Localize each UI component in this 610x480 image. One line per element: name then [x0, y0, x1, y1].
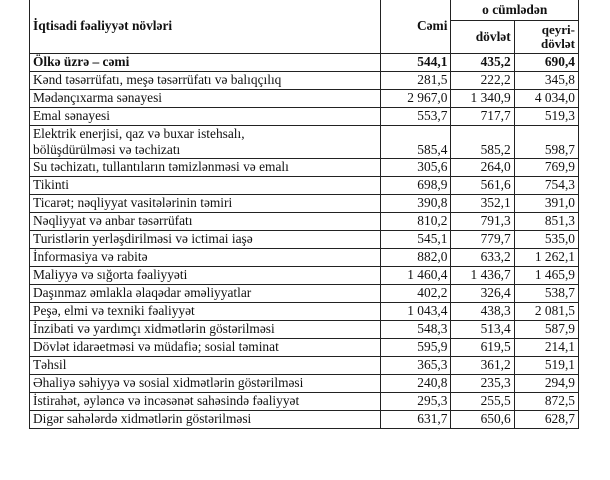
row-total: 295,3 [381, 392, 451, 410]
header-of-which: o cümlədən [451, 0, 579, 20]
row-activity-name [30, 284, 381, 302]
row-activity-name-line: İnformasiya və rabitə [33, 249, 148, 264]
row-total: 305,6 [381, 158, 451, 176]
row-activity-name-line: Maliyyə və sığorta fəaliyyəti [33, 267, 188, 282]
row-activity-name [30, 410, 381, 428]
row-state: 435,2 [451, 53, 514, 71]
row-total: 390,8 [381, 194, 451, 212]
header-activity: İqtisadi fəaliyyət növləri [30, 0, 381, 53]
row-activity-name [30, 374, 381, 392]
table-container [29, 0, 579, 429]
row-activity-name [30, 338, 381, 356]
row-state: 255,5 [451, 392, 514, 410]
row-total: 1 460,4 [381, 266, 451, 284]
row-non-state: 4 034,0 [514, 89, 578, 107]
table-row [30, 356, 579, 374]
row-total: 402,2 [381, 284, 451, 302]
row-total: 365,3 [381, 356, 451, 374]
row-state: 633,2 [451, 248, 514, 266]
row-non-state: 519,1 [514, 356, 578, 374]
row-total: 240,8 [381, 374, 451, 392]
row-total: 281,5 [381, 71, 451, 89]
row-total: 810,2 [381, 212, 451, 230]
row-state: 717,7 [451, 107, 514, 125]
table-row [30, 89, 579, 107]
row-activity-name [30, 320, 381, 338]
row-activity-name-line: Elektrik enerjisi, qaz və buxar istehsalı, [33, 125, 245, 141]
row-activity-name [30, 356, 381, 374]
row-total: 698,9 [381, 176, 451, 194]
row-total: 882,0 [381, 248, 451, 266]
row-non-state: 391,0 [514, 194, 578, 212]
header-non-state: qeyri-dövlət [514, 20, 578, 53]
row-activity-name [30, 248, 381, 266]
row-non-state: 598,7 [514, 125, 578, 158]
table-header [30, 0, 579, 53]
table-body [30, 53, 579, 428]
row-non-state: 345,8 [514, 71, 578, 89]
table-row [30, 230, 579, 248]
row-non-state: 2 081,5 [514, 302, 578, 320]
row-state: 619,5 [451, 338, 514, 356]
row-total: 1 043,4 [381, 302, 451, 320]
row-activity-name-line: Dövlət idarəetməsi və müdafiə; sosial təminat [33, 339, 279, 354]
row-activity-name-line: Əhaliyə səhiyyə və sosial xidmətlərin göstərilməsi [33, 375, 304, 390]
row-activity-name-line: Nəqliyyat və anbar təsərrüfatı [33, 213, 193, 228]
row-non-state: 872,5 [514, 392, 578, 410]
row-activity-name [30, 89, 381, 107]
header-state: dövlət [451, 20, 514, 53]
row-non-state: 769,9 [514, 158, 578, 176]
table-row [30, 125, 579, 158]
table-row [30, 374, 579, 392]
row-activity-name [30, 392, 381, 410]
row-non-state: 851,3 [514, 212, 578, 230]
row-activity-name-line: Su təchizatı, tullantıların təmizlənməsi və emalı [33, 159, 289, 174]
header-total: Cəmi [381, 0, 451, 53]
row-activity-name-line: Mədənçıxarma sənayesi [33, 90, 163, 105]
row-state: 650,6 [451, 410, 514, 428]
row-state: 561,6 [451, 176, 514, 194]
table-row [30, 320, 579, 338]
salary-table [29, 0, 579, 429]
row-activity-name [30, 53, 381, 71]
table-row [30, 53, 579, 71]
row-state: 235,3 [451, 374, 514, 392]
row-state: 791,3 [451, 212, 514, 230]
row-activity-name [30, 71, 381, 89]
row-non-state: 1 262,1 [514, 248, 578, 266]
row-activity-name [30, 125, 381, 158]
row-activity-name-line: Kənd təsərrüfatı, meşə təsərrüfatı və balıqçılıq [33, 72, 282, 87]
row-activity-name [30, 107, 381, 125]
row-state: 779,7 [451, 230, 514, 248]
row-activity-name-line: Təhsil [33, 357, 67, 372]
row-state: 264,0 [451, 158, 514, 176]
row-non-state: 538,7 [514, 284, 578, 302]
row-total: 553,7 [381, 107, 451, 125]
row-non-state: 519,3 [514, 107, 578, 125]
row-total: 595,9 [381, 338, 451, 356]
row-total: 548,3 [381, 320, 451, 338]
table-row [30, 302, 579, 320]
row-non-state: 294,9 [514, 374, 578, 392]
row-total: 544,1 [381, 53, 451, 71]
row-activity-name-line: bölüşdürülməsi və təchizatı [33, 141, 181, 157]
row-state: 1 436,7 [451, 266, 514, 284]
row-state: 222,2 [451, 71, 514, 89]
row-activity-name-line: Daşınmaz əmlakla əlaqədar əməliyyatlar [33, 285, 252, 300]
row-non-state: 535,0 [514, 230, 578, 248]
row-activity-name [30, 266, 381, 284]
table-row [30, 176, 579, 194]
row-non-state: 214,1 [514, 338, 578, 356]
row-activity-name-line: Ticarət; nəqliyyat vasitələrinin təmiri [33, 195, 233, 210]
table-row [30, 392, 579, 410]
table-row [30, 284, 579, 302]
row-activity-name [30, 158, 381, 176]
table-row [30, 107, 579, 125]
row-activity-name-line: Emal sənayesi [33, 108, 110, 123]
row-state: 361,2 [451, 356, 514, 374]
row-activity-name [30, 194, 381, 212]
table-row [30, 212, 579, 230]
row-non-state: 1 465,9 [514, 266, 578, 284]
row-activity-name-line: Tikinti [33, 177, 69, 192]
row-total: 545,1 [381, 230, 451, 248]
row-state: 352,1 [451, 194, 514, 212]
row-non-state: 754,3 [514, 176, 578, 194]
row-activity-name-line: Digər sahələrdə xidmətlərin göstərilməsi [33, 411, 252, 426]
row-activity-name-line: İnzibati və yardımçı xidmətlərin göstərilməsi [33, 321, 275, 336]
table-row [30, 71, 579, 89]
table-row [30, 248, 579, 266]
row-state: 438,3 [451, 302, 514, 320]
row-activity-name-line: Turistlərin yerləşdirilməsi və ictimai iaşə [33, 231, 253, 246]
table-row [30, 158, 579, 176]
row-total: 631,7 [381, 410, 451, 428]
row-state: 326,4 [451, 284, 514, 302]
row-total: 585,4 [381, 125, 451, 158]
row-state: 585,2 [451, 125, 514, 158]
row-activity-name-line: İstirahət, əyləncə və incəsənət sahəsində fəaliyyət [33, 393, 300, 408]
row-state: 513,4 [451, 320, 514, 338]
row-total: 2 967,0 [381, 89, 451, 107]
row-activity-name [30, 212, 381, 230]
table-row [30, 338, 579, 356]
row-activity-name [30, 176, 381, 194]
row-activity-name [30, 230, 381, 248]
row-state: 1 340,9 [451, 89, 514, 107]
table-row [30, 266, 579, 284]
table-row [30, 194, 579, 212]
row-activity-name-line: Peşə, elmi və texniki fəaliyyət [33, 303, 195, 318]
table-row [30, 410, 579, 428]
row-activity-name-line: Ölkə üzrə – cəmi [33, 54, 130, 69]
row-non-state: 628,7 [514, 410, 578, 428]
row-non-state: 587,9 [514, 320, 578, 338]
row-non-state: 690,4 [514, 53, 578, 71]
row-activity-name [30, 302, 381, 320]
